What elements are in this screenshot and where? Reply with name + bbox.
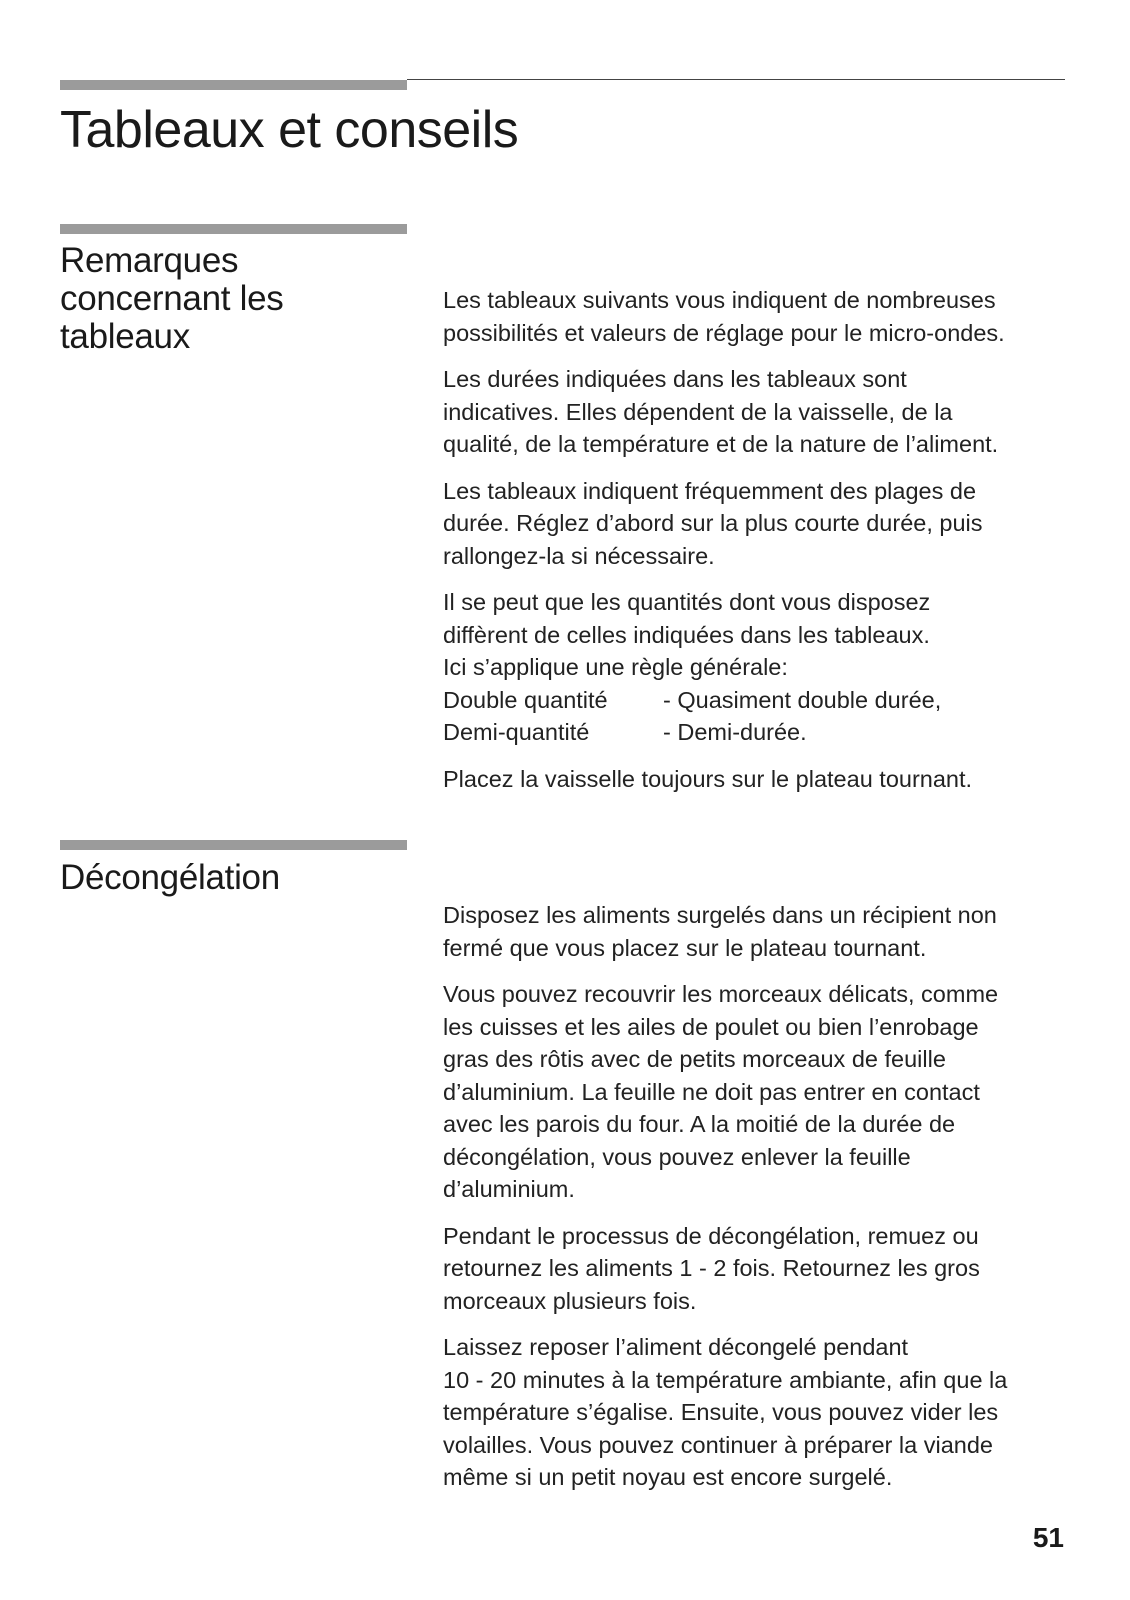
title-rule-bar [60, 80, 407, 90]
section-rule-remarques [60, 224, 407, 234]
rule-row: Demi-quantité - Demi-durée. [443, 719, 807, 745]
section-rule-decongelation [60, 840, 407, 850]
section-heading-decongelation: Décongélation [60, 858, 280, 897]
paragraph: Vous pouvez recouvrir les morceaux délicats, comme les cuisses et les ailes de poulet ou bien l’enrobage gras des rôtis avec de petits morceaux de feuille d’aluminium. La feuille ne doit pas entrer en contact avec les parois du four. A la moitié de la durée de décongélation, vous pouvez enlever la feuille d’aluminium. [443, 981, 999, 1202]
paragraph: Les tableaux indiquent fréquemment des plages de durée. Réglez d’abord sur la plus courte durée, puis rallongez-la si nécessaire. [443, 477, 983, 569]
page-number: 51 [1032, 1522, 1064, 1553]
paragraph: Laissez reposer l’aliment décongelé pendant 10 - 20 minutes à la température ambiante, afin que la température s’égalise. Ensuite, vous pouvez vider les volailles. Vous pouvez continuer à préparer la viande même si un petit noyau est encore surgelé. [443, 1334, 1008, 1490]
section-body-remarques [443, 284, 1083, 809]
page-title: Tableaux et conseils [60, 101, 519, 159]
section-heading-remarques: Remarques concernant les tableaux [60, 241, 284, 356]
paragraph: Les tableaux suivants vous indiquent de nombreuses possibilités et valeurs de réglage pour le micro-ondes. [443, 287, 1005, 346]
rule-row: Double quantité - Quasiment double durée, [443, 686, 942, 713]
paragraph: Il se peut que les quantités dont vous disposez diffèrent de celles indiquées dans les tableaux. Ici s’applique une règle générale: Double quantité - Quasiment double durée, Demi-quantité - Demi-durée. [443, 586, 1083, 749]
paragraph: Placez la vaisselle toujours sur le plateau tournant. [443, 765, 973, 792]
section-body-decongelation [443, 899, 1083, 1508]
paragraph: Les durées indiquées dans les tableaux sont indicatives. Elles dépendent de la vaisselle, de la qualité, de la température et de la nature de l’aliment. [443, 366, 999, 457]
title-rule-line [407, 79, 1065, 80]
paragraph: Pendant le processus de décongélation, remuez ou retournez les aliments 1 - 2 fois. Retournez les gros morceaux plusieurs fois. [443, 1222, 980, 1314]
paragraph: Disposez les aliments surgelés dans un récipient non fermé que vous placez sur le plateau tournant. [443, 902, 997, 961]
